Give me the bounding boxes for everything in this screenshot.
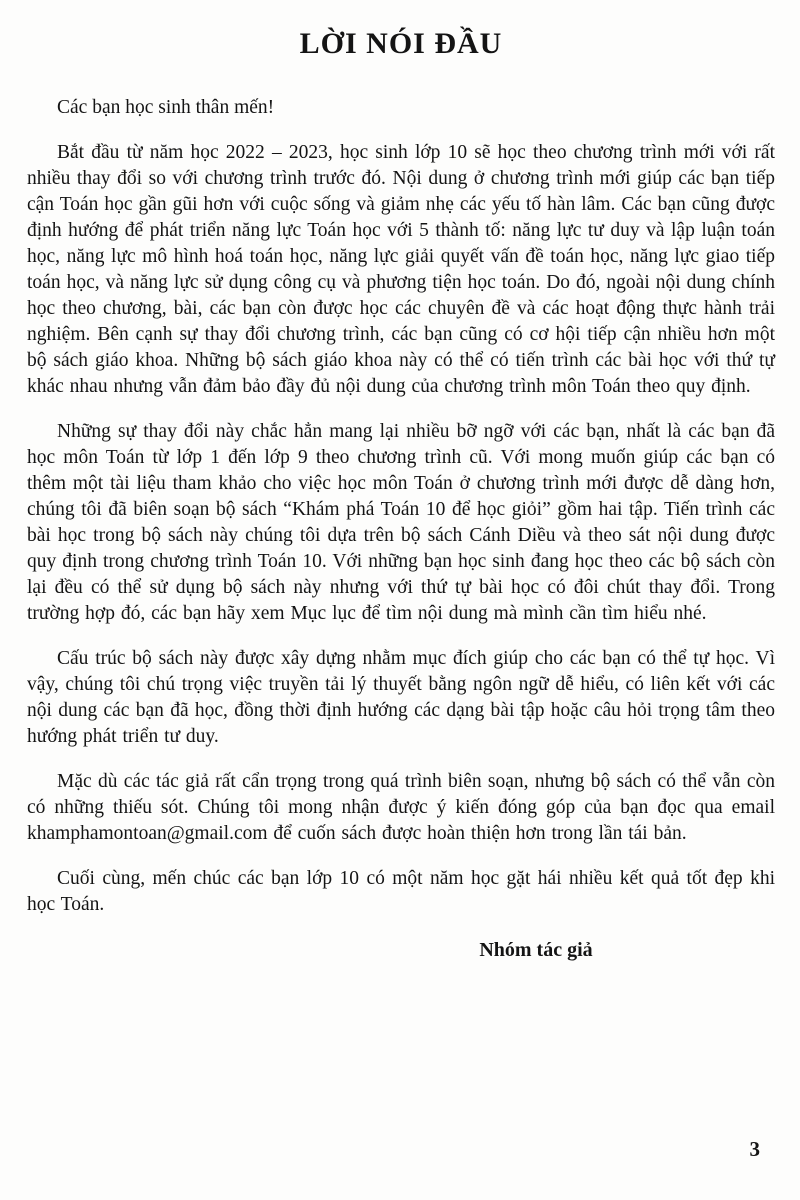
paragraph-structure: Cấu trúc bộ sách này được xây dựng nhằm mục đích giúp cho các bạn có thể tự học. Vì vậy, chúng tôi chú trọng việc truyền tải lý thuyết bằng ngôn ngữ dễ hiểu, có liên kết với các nội dung các bạn đã học, đồng thời định hướng các dạng bài tập hoặc câu hỏi trọng tâm theo hướng phát triển tư duy.	[27, 648, 775, 747]
greeting-line: Các bạn học sinh thân mến!	[57, 97, 275, 118]
page-number: 3	[749, 1137, 760, 1161]
page-title: LỜI NÓI ĐẦU	[299, 27, 503, 60]
paragraph-changes: Những sự thay đổi này chắc hẳn mang lại nhiều bỡ ngỡ với các bạn, nhất là các bạn đã học môn Toán từ lớp 1 đến lớp 9 theo chương trình cũ. Với mong muốn giúp các bạn có thêm một tài liệu tham khảo cho việc học môn Toán ở chương trình mới được dễ dàng hơn, chúng tôi đã biên soạn bộ sách “Khám phá Toán 10 để học giỏi” gồm hai tập. Tiến trình các bài học trong bộ sách này chúng tôi dựa trên bộ sách Cánh Diều và theo sát nội dung được quy định trong chương trình Toán 10. Với những bạn học sinh đang học theo các bộ sách còn lại đều có thể sử dụng bộ sách này nhưng với thứ tự bài học có đôi chút thay đổi. Trong trường hợp đó, các bạn hãy xem Mục lục để tìm nội dung mà mình cần tìm hiểu nhé.	[27, 421, 775, 624]
signature-authors: Nhóm tác giả	[479, 939, 593, 961]
paragraph-closing: Cuối cùng, mến chúc các bạn lớp 10 có một năm học gặt hái nhiều kết quả tốt đẹp khi học Toán.	[27, 868, 775, 915]
paragraph-intro: Bắt đầu từ năm học 2022 – 2023, học sinh lớp 10 sẽ học theo chương trình mới với rất nhiều thay đổi so với chương trình trước đó. Nội dung ở chương trình mới giúp các bạn tiếp cận Toán học gần gũi hơn với cuộc sống và giảm nhẹ các yếu tố hàn lâm. Các bạn cũng được định hướng để phát triển năng lực Toán học với 5 thành tố: năng lực tư duy và lập luận toán học, năng lực mô hình hoá toán học, năng lực giải quyết vấn đề toán học, năng lực giao tiếp toán học, và năng lực sử dụng công cụ và phương tiện học toán. Do đó, ngoài nội dung chính học theo chương, bài, các bạn còn được học các chuyên đề và các hoạt động thực hành trải nghiệm. Bên cạnh sự thay đổi chương trình, các bạn cũng có cơ hội tiếp cận nhiều hơn một bộ sách giáo khoa. Những bộ sách giáo khoa này có thể có tiến trình các bài học với thứ tự khác nhau nhưng vẫn đảm bảo đầy đủ nội dung của chương trình môn Toán theo quy định.	[27, 142, 775, 397]
paragraph-feedback: Mặc dù các tác giả rất cẩn trọng trong quá trình biên soạn, nhưng bộ sách có thể vẫn còn có những thiếu sót. Chúng tôi mong nhận được ý kiến đóng góp của bạn đọc qua email khamphamontoan@gmail.com để cuốn sách được hoàn thiện hơn trong lần tái bản.	[27, 771, 775, 844]
